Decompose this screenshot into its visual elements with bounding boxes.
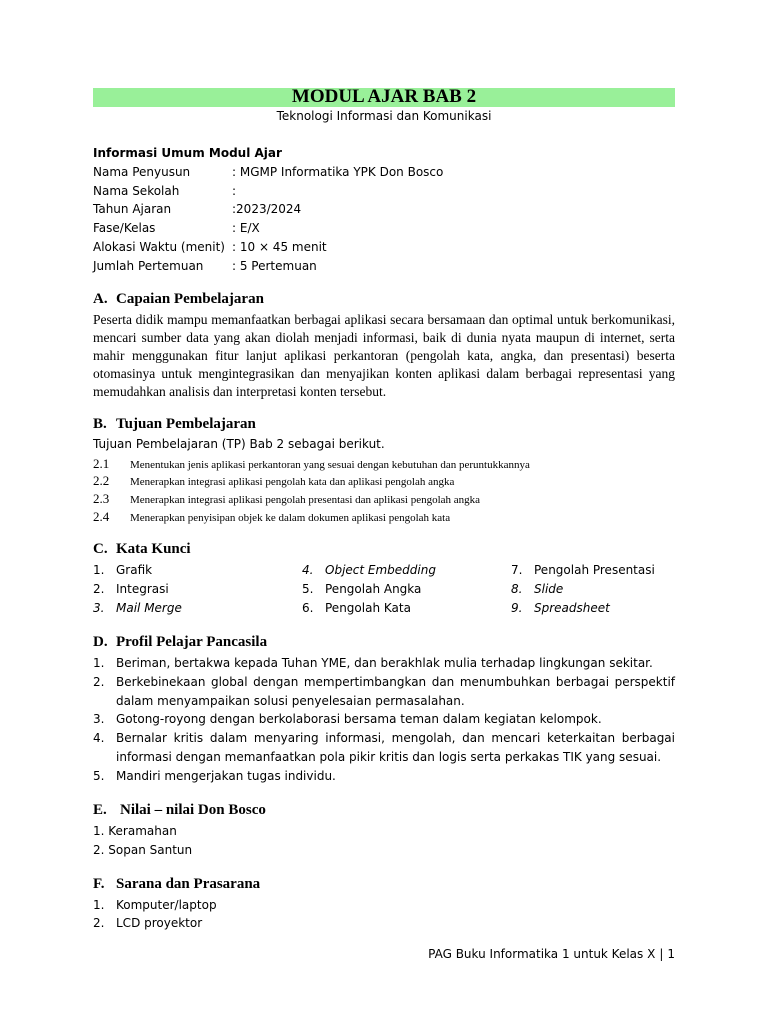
capaian-paragraph: Peserta didik mampu memanfaatkan berbagai aplikasi secara bersamaan dan optimal untuk berkomunikasi, mencari sumber data yang akan diolah menjadi informasi, baik di dunia nyata maupun di internet, serta mahir menggunakan fitur lanjut aplikasi perkantoran (pengolah kata, angka, dan presentasi) beserta otomasinya untuk mengintegrasikan dan menyajikan konten aplikasi dalam berbagai representasi yang memudahkan analisis dan interpretasi konten tersebut.: [93, 312, 675, 399]
info-label: Tahun Ajaran: [93, 202, 172, 216]
section-heading-capaian: [93, 290, 264, 308]
footer-text: PAG Buku Informatika 1 untuk Kelas X: [428, 947, 656, 961]
list-text: Beriman, bertakwa kepada Tuhan YME, dan berakhlak mulia terhadap lingkungan sekitar.: [116, 656, 653, 670]
keyword-item: 1. Grafik: [93, 563, 153, 577]
footer-separator: |: [659, 947, 664, 961]
page-footer: [428, 946, 675, 962]
list-text: Berkebinekaan global dengan mempertimbangkan dan menumbuhkan berbagai perspektif dalam menyampaikan solusi penyelesaian permasalahan.: [116, 675, 675, 708]
info-value: :2023/2024: [232, 202, 302, 216]
list-text: Mandiri mengerjakan tugas individu.: [116, 769, 336, 783]
keyword-item: 7. Pengolah Presentasi: [511, 563, 655, 577]
document-title: MODUL AJAR BAB 2: [291, 86, 477, 107]
list-item: 1. Keramahan: [93, 824, 177, 838]
list-number: 2.1: [93, 456, 110, 471]
keyword-item: 5. Pengolah Angka: [302, 582, 422, 596]
keyword-item: 3. Mail Merge: [93, 601, 182, 615]
section-letter: E.: [93, 802, 107, 818]
info-value: : 10 × 45 menit: [232, 240, 327, 254]
list-text: Menerapkan integrasi aplikasi pengolah kata dan aplikasi pengolah angka: [130, 476, 455, 488]
page-number: 1: [667, 947, 675, 961]
list-number: 2.: [93, 916, 105, 930]
list-text: Menentukan jenis aplikasi perkantoran yang sesuai dengan kebutuhan dan peruntukkannya: [130, 459, 530, 471]
list-number: 5.: [93, 769, 105, 783]
section-title: Tujuan Pembelajaran: [116, 416, 256, 432]
list-number: 3.: [93, 712, 105, 726]
list-number: 1.: [93, 898, 105, 912]
info-label: Nama Penyusun: [93, 165, 191, 179]
list-item: [93, 767, 675, 786]
list-text: Menerapkan integrasi aplikasi pengolah presentasi dan aplikasi pengolah angka: [130, 494, 481, 506]
list-item: [93, 710, 675, 729]
keyword-item: 4. Object Embedding: [302, 563, 436, 577]
info-label: Fase/Kelas: [93, 221, 156, 235]
section-title: Profil Pelajar Pancasila: [116, 634, 268, 650]
list-text: Bernalar kritis dalam menyaring informasi, mengolah, dan mencari keterkaitan berbagai informasi dengan memanfaatkan pola pikir kritis dan logis serta perkakas TIK yang sesuai.: [116, 731, 675, 764]
section-heading-sarana: [93, 875, 260, 893]
section-letter: A.: [93, 291, 108, 307]
list-item: [93, 673, 675, 710]
section-letter: F.: [93, 876, 105, 892]
section-heading-nilai: [93, 801, 266, 819]
list-item: [93, 729, 675, 766]
info-label: Jumlah Pertemuan: [93, 259, 204, 273]
document-subtitle: Teknologi Informasi dan Komunikasi: [276, 109, 492, 123]
section-heading-kata-kunci: [93, 540, 191, 558]
info-heading: Informasi Umum Modul Ajar: [93, 146, 282, 160]
list-number: 2.3: [93, 491, 110, 506]
section-letter: B.: [93, 416, 107, 432]
keyword-item: 9. Spreadsheet: [511, 601, 610, 615]
list-item: 2. Sopan Santun: [93, 843, 193, 857]
section-heading-tujuan: [93, 415, 256, 433]
list-text: LCD proyektor: [116, 916, 203, 930]
list-text: Menerapkan penyisipan objek ke dalam dokumen aplikasi pengolah kata: [130, 512, 451, 524]
info-value: : E/X: [232, 221, 260, 235]
section-title: Sarana dan Prasarana: [116, 876, 261, 892]
section-heading-profil: [93, 633, 267, 651]
keyword-item: 2. Integrasi: [93, 582, 169, 596]
keyword-item: 8. Slide: [511, 582, 564, 596]
list-number: 2.: [93, 675, 105, 689]
section-title: Nilai – nilai Don Bosco: [120, 802, 266, 818]
list-item: [93, 915, 202, 931]
section-letter: C.: [93, 541, 108, 557]
list-item: [93, 654, 675, 673]
list-number: 2.4: [93, 509, 110, 524]
section-title: Kata Kunci: [116, 541, 191, 557]
list-number: 2.2: [93, 473, 110, 488]
info-label: Nama Sekolah: [93, 184, 180, 198]
list-number: 4.: [93, 731, 105, 745]
section-title: Capaian Pembelajaran: [116, 291, 264, 307]
list-text: Komputer/laptop: [116, 898, 217, 912]
tujuan-intro: Tujuan Pembelajaran (TP) Bab 2 sebagai berikut.: [93, 437, 385, 451]
info-label: Alokasi Waktu (menit): [93, 240, 225, 254]
info-value: : MGMP Informatika YPK Don Bosco: [232, 165, 444, 179]
info-value: : 5 Pertemuan: [232, 259, 317, 273]
list-text: Gotong-royong dengan berkolaborasi bersama teman dalam kegiatan kelompok.: [116, 712, 602, 726]
list-number: 1.: [93, 656, 105, 670]
keyword-item: 6. Pengolah Kata: [302, 601, 411, 615]
list-item: [93, 897, 217, 913]
section-letter: D.: [93, 634, 108, 650]
info-value: :: [232, 184, 237, 198]
